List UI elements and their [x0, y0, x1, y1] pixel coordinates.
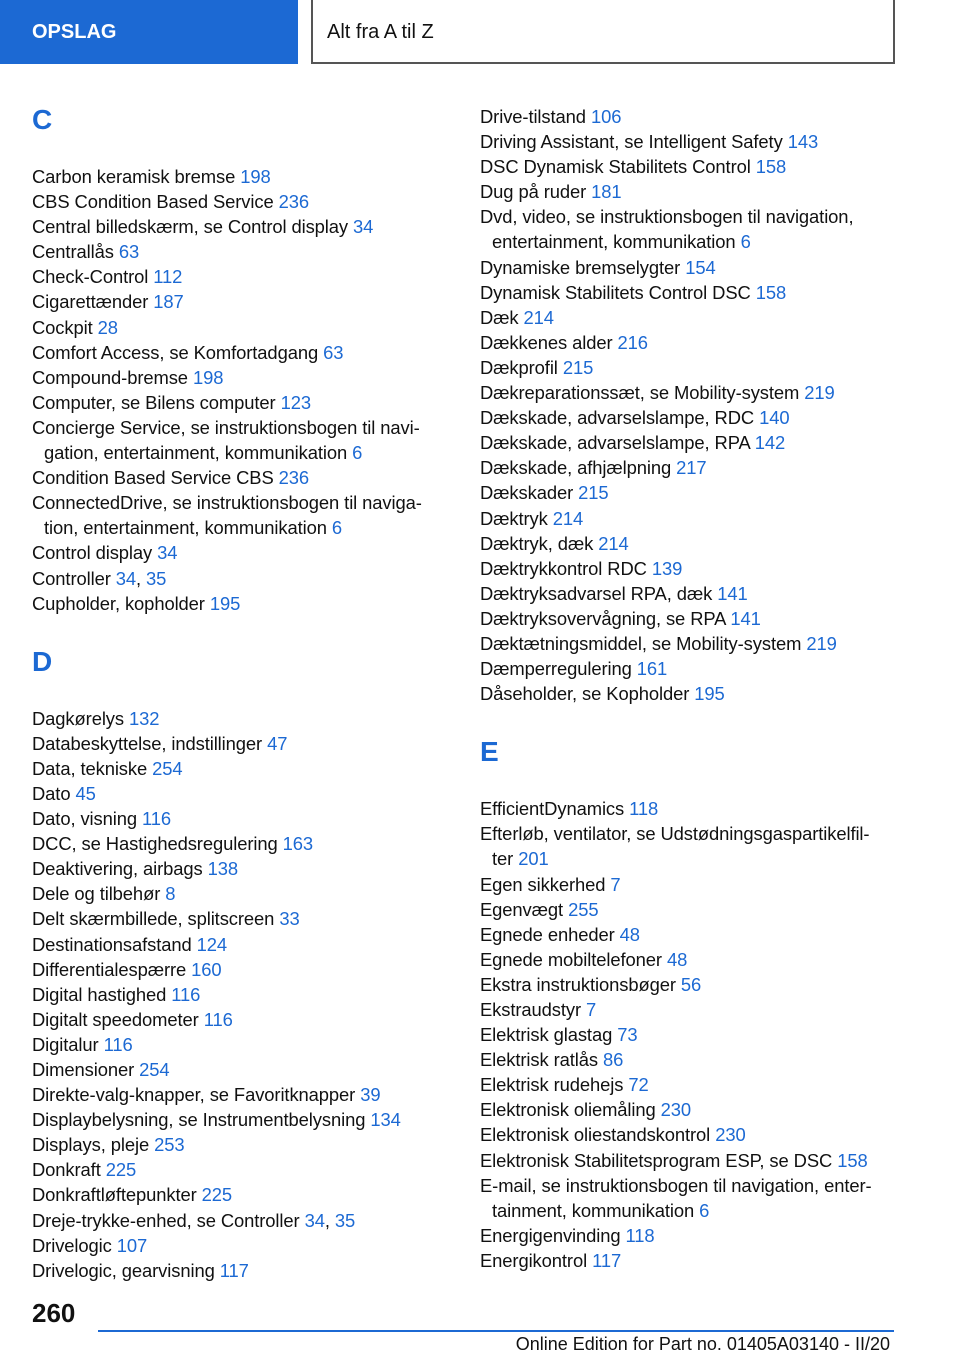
index-entry-term: Egnede enheder: [480, 923, 615, 945]
index-entry: [480, 255, 910, 280]
index-entry: [480, 922, 910, 947]
index-entry-term: ConnectedDrive, se instruktionsbogen til naviga-: [32, 492, 422, 514]
index-entry-term: Dynamisk Stabilitets Control DSC: [480, 281, 751, 303]
page-header: [0, 0, 960, 66]
index-entry: [32, 340, 462, 365]
page-reference-link[interactable]: 116: [142, 808, 172, 830]
index-entry-term: Carbon keramisk bremse: [32, 166, 236, 187]
page-reference-link[interactable]: 219: [804, 382, 835, 404]
index-entry-term: Compound-bremse: [32, 366, 188, 388]
page-reference-link[interactable]: 34: [304, 1209, 325, 1231]
page-reference-link[interactable]: 140: [759, 407, 790, 429]
page-reference-link[interactable]: 141: [717, 582, 748, 604]
page-reference-link[interactable]: 45: [75, 782, 96, 804]
index-entry-term: Dæktryk, dæk: [480, 532, 594, 554]
page-reference-link[interactable]: 158: [755, 281, 787, 303]
index-entry: [480, 506, 910, 531]
index-entry: Dreje-trykke-enhed, se Controller 34, 35: [32, 1209, 356, 1231]
index-entry: [32, 239, 462, 264]
page-reference-link[interactable]: 230: [715, 1124, 746, 1146]
index-entry: [32, 856, 462, 881]
index-entry: [32, 189, 462, 214]
page-reference-link[interactable]: 63: [323, 341, 344, 363]
index-entry: [32, 415, 462, 465]
index-entry-term: Concierge Service, se instruktionsbogen til navi-: [32, 416, 420, 438]
index-entry: [32, 1032, 462, 1057]
index-entry-term: Computer, se Bilens computer: [32, 391, 276, 413]
page-reference-link[interactable]: 47: [267, 732, 288, 754]
index-entry: [32, 881, 462, 906]
index-entry-term: Dagkørelys: [32, 707, 124, 729]
page-reference-link[interactable]: 7: [610, 873, 621, 895]
index-entry-term: Dæktætningsmiddel, se Mobility-system: [480, 632, 802, 654]
index-entry-term: Drivelogic: [32, 1234, 112, 1256]
page-reference-link[interactable]: 117: [219, 1259, 249, 1281]
index-entry-term: Cupholder, kopholder: [32, 592, 205, 614]
index-entry-term: Cockpit: [32, 316, 93, 338]
index-entry: [32, 806, 462, 831]
index-entry: [480, 897, 910, 922]
index-entry: [480, 104, 910, 129]
index-entry-term-continued: tion, entertainment, kommunikation: [44, 517, 327, 539]
index-entry: [480, 204, 910, 254]
page-reference-link[interactable]: 73: [617, 1024, 638, 1046]
index-letter-heading: E: [480, 736, 499, 768]
page-reference-link[interactable]: 161: [636, 658, 668, 680]
index-entry: [32, 591, 462, 616]
index-entry: [480, 1223, 910, 1248]
index-entry: [480, 531, 910, 556]
page-reference-link[interactable]: 138: [207, 858, 239, 880]
page-reference-link[interactable]: 34: [353, 216, 374, 238]
page-reference-link[interactable]: 117: [592, 1249, 622, 1271]
index-entry-term: Condition Based Service CBS: [32, 467, 274, 489]
page-reference-link[interactable]: 158: [837, 1149, 868, 1171]
index-entry-term: Centrallås: [32, 241, 114, 263]
page-reference-link[interactable]: 56: [680, 973, 702, 995]
index-entry: [480, 821, 910, 871]
index-entry-term: Elektronisk Stabilitetsprogram ESP, se DSC: [480, 1149, 833, 1171]
index-entry-term-continued: tainment, kommunikation: [492, 1199, 695, 1221]
page-reference-link[interactable]: 195: [209, 592, 241, 614]
index-entry-term: Egnede mobiltelefoner: [480, 948, 662, 970]
index-entry: [32, 365, 462, 390]
page-reference-link[interactable]: 34: [115, 567, 137, 589]
index-entry: [32, 906, 462, 931]
index-entry: [480, 129, 910, 154]
index-entry: [32, 1107, 462, 1132]
index-entry: [480, 1047, 910, 1072]
index-entry-term: Digitalt speedometer: [32, 1008, 199, 1030]
index-entry: [32, 214, 462, 239]
index-entry-term: Control display: [32, 542, 153, 564]
section-gap: [480, 706, 910, 728]
index-entry-term: Ekstraudstyr: [480, 999, 581, 1020]
index-entry-term: Dæktryksadvarsel RPA, dæk: [480, 582, 713, 604]
page-reference-link[interactable]: 198: [192, 366, 224, 388]
index-entry-term: EfficientDynamics: [480, 798, 625, 820]
index-entry: [32, 731, 462, 756]
page-reference-link[interactable]: 116: [103, 1033, 133, 1055]
index-entry-term: Direkte-valg-knapper, se Favoritknapper: [32, 1084, 356, 1106]
page-reference-link[interactable]: 132: [129, 707, 160, 729]
index-entry: [480, 997, 910, 1022]
page-reference-link[interactable]: 34: [157, 542, 178, 564]
index-entry-term-continued: gation, entertainment, kommunikation: [44, 442, 348, 464]
page-reference-link[interactable]: 154: [685, 256, 716, 278]
page-reference-link[interactable]: 254: [139, 1059, 170, 1080]
index-letter-heading: C: [32, 104, 53, 135]
page-reference-link[interactable]: 160: [191, 958, 222, 980]
index-entry-continuation: [480, 229, 910, 254]
section-gap: [32, 616, 462, 638]
page-reference-link[interactable]: 158: [755, 156, 787, 178]
index-entry: [32, 490, 462, 540]
index-entry-term: Differentialespærre: [32, 958, 187, 980]
index-entry: [480, 681, 910, 706]
page-reference-link[interactable]: 35: [334, 1209, 356, 1231]
page-reference-link[interactable]: 181: [591, 181, 622, 203]
index-entry: [32, 1182, 462, 1207]
page-reference-link[interactable]: 225: [201, 1184, 233, 1206]
index-entry: [480, 1022, 910, 1047]
index-entry: [32, 1233, 462, 1258]
page-reference-link[interactable]: 112: [153, 266, 183, 288]
index-entry: [32, 1157, 462, 1182]
page-reference-link[interactable]: 116: [171, 983, 201, 1005]
index-entry-term-continued: ter: [492, 848, 514, 870]
index-entry-term: Delt skærmbillede, splitscreen: [32, 908, 275, 930]
index-letter-heading: D: [32, 645, 53, 677]
index-entry-term: Elektrisk glastag: [480, 1024, 613, 1046]
page-reference-link[interactable]: 124: [196, 933, 228, 955]
index-entry-term: Dele og tilbehør: [32, 883, 161, 905]
index-entry-term: Donkraft: [32, 1159, 101, 1181]
page-reference-link[interactable]: 216: [617, 331, 648, 353]
page-reference-link[interactable]: 143: [787, 131, 819, 153]
index-column-left: [32, 96, 462, 1283]
index-entry-term-continued: entertainment, kommunikation: [492, 231, 736, 253]
section-tab[interactable]: OPSLAG: [0, 0, 298, 64]
index-entry-term: Digitalur: [32, 1033, 99, 1055]
page-reference-link[interactable]: 6: [331, 517, 342, 539]
page-reference-link[interactable]: 217: [676, 457, 707, 479]
page-reference-link[interactable]: 86: [602, 1049, 624, 1071]
page-reference-link[interactable]: 253: [154, 1134, 185, 1156]
index-entry: [32, 540, 462, 565]
index-entry: [480, 179, 910, 204]
index-entry: [32, 982, 462, 1007]
index-entry-term: Dato, visning: [32, 808, 138, 830]
index-entry-term: Energikontrol: [480, 1249, 588, 1271]
index-entry-term: Check-Control: [32, 266, 149, 288]
page-reference-link[interactable]: 236: [278, 191, 310, 213]
index-entry-continuation: [32, 440, 462, 465]
index-entry: [32, 1007, 462, 1032]
page-reference-link[interactable]: 6: [352, 442, 363, 464]
index-entry-term: Dreje-trykke-enhed, se Controller: [32, 1209, 300, 1231]
index-entry-term: Controller: [32, 567, 111, 589]
index-entry: [32, 1132, 462, 1157]
index-entry-term: Drivelogic, gearvisning: [32, 1259, 215, 1281]
page-reference-link[interactable]: 39: [360, 1084, 381, 1106]
index-entry-term: Displays, pleje: [32, 1134, 150, 1156]
index-entry-term: Donkraftløftepunkter: [32, 1184, 197, 1206]
index-entry-term: Data, tekniske: [32, 757, 148, 779]
index-entry: [480, 1248, 910, 1273]
index-entry: [480, 480, 910, 505]
page-reference-link[interactable]: 33: [279, 908, 300, 930]
index-entry-term: Ekstra instruktionsbøger: [480, 973, 676, 995]
page-reference-link[interactable]: 255: [568, 898, 599, 920]
page-reference-link[interactable]: 134: [370, 1109, 401, 1131]
index-entry-term: DCC, se Hastighedsregulering: [32, 833, 278, 855]
index-entry: [480, 280, 910, 305]
index-entry-term: Digital hastighed: [32, 983, 167, 1005]
index-entry: [480, 1097, 910, 1122]
index-entry: [32, 465, 462, 490]
page-reference-link[interactable]: 214: [552, 507, 584, 529]
page-reference-link[interactable]: 254: [152, 757, 183, 779]
page-reference-link[interactable]: 139: [651, 557, 683, 579]
page-reference-link[interactable]: 230: [660, 1099, 692, 1121]
page-reference-link[interactable]: 48: [619, 923, 640, 945]
index-entry-term: Egen sikkerhed: [480, 873, 606, 895]
index-entry-term: Elektrisk ratlås: [480, 1049, 598, 1071]
index-entry-term: Dato: [32, 782, 71, 804]
page-reference-link[interactable]: 219: [806, 632, 837, 654]
index-entry: [480, 405, 910, 430]
page-reference-link[interactable]: 214: [598, 532, 629, 554]
index-column-right: [480, 104, 910, 1273]
index-entry: [32, 1082, 462, 1107]
index-entry: Controller 34, 35: [32, 567, 167, 589]
page-reference-link[interactable]: 107: [116, 1234, 148, 1256]
index-entry: [32, 289, 462, 314]
index-entry-term: Dækskade, advarselslampe, RDC: [480, 407, 755, 429]
index-entry-term: Central billedskærm, se Control display: [32, 216, 349, 238]
index-entry: [480, 355, 910, 380]
index-entry: [480, 556, 910, 581]
page-reference-link[interactable]: 7: [586, 999, 597, 1020]
index-entry: [480, 380, 910, 405]
index-entry: [32, 756, 462, 781]
index-entry: [480, 656, 910, 681]
index-entry-term: Dækskade, advarselslampe, RPA: [480, 432, 750, 454]
index-entry-term: Databeskyttelse, indstillinger: [32, 732, 263, 754]
index-entry: [480, 972, 910, 997]
page-reference-link[interactable]: 141: [730, 607, 761, 629]
index-entry-term: Efterløb, ventilator, se Udstødningsgaspartikelfil-: [480, 823, 870, 845]
index-entry-term: CBS Condition Based Service: [32, 191, 274, 213]
page-reference-link[interactable]: 118: [625, 1224, 655, 1246]
index-entry: [480, 1148, 910, 1173]
index-entry-term: Energigenvinding: [480, 1224, 621, 1246]
index-entry-term: Dæktryk: [480, 507, 548, 529]
footer-edition: Online Edition for Part no. 01405A03140 - II/20: [515, 1334, 890, 1354]
index-entry-term: Dug på ruder: [480, 181, 587, 203]
page-reference-link[interactable]: 236: [278, 467, 310, 489]
page-reference-link[interactable]: 142: [754, 432, 786, 454]
index-entry-term: Drive-tilstand: [480, 106, 586, 127]
index-entry: [480, 330, 910, 355]
index-entry-term: Dæktryksovervågning, se RPA: [480, 607, 726, 629]
index-entry: [32, 390, 462, 415]
page-reference-link[interactable]: 8: [165, 883, 176, 905]
page-reference-link[interactable]: 35: [146, 567, 167, 589]
index-entry-term: Dækreparationssæt, se Mobility-system: [480, 382, 800, 404]
index-entry: [480, 1122, 910, 1147]
index-entry: [32, 164, 462, 189]
page-reference-link[interactable]: 225: [105, 1159, 137, 1181]
index-entry: [32, 264, 462, 289]
index-entry-term: Destinationsafstand: [32, 933, 192, 955]
index-entry: [480, 947, 910, 972]
page-number: 260: [32, 1298, 76, 1328]
index-entry-term: Cigarettænder: [32, 291, 149, 313]
index-entry-continuation: [480, 846, 910, 871]
index-entry: [32, 957, 462, 982]
page-reference-link[interactable]: 201: [518, 848, 549, 870]
page-reference-link[interactable]: 6: [740, 231, 751, 253]
page-reference-link[interactable]: 6: [699, 1199, 710, 1221]
page-reference-link[interactable]: 118: [629, 798, 659, 820]
page-reference-link[interactable]: 215: [562, 356, 594, 378]
page-reference-link[interactable]: 116: [203, 1008, 233, 1030]
index-entry-term: Dækkenes alder: [480, 331, 613, 353]
index-entry: [32, 1258, 462, 1283]
index-entry: [32, 315, 462, 340]
page-reference-link[interactable]: 215: [578, 482, 609, 504]
index-entry: [480, 1173, 910, 1223]
index-entry-term: Elektronisk oliestandskontrol: [480, 1124, 711, 1146]
index-entry-term: Dækskade, afhjælpning: [480, 457, 672, 479]
index-entry-term: DSC Dynamisk Stabilitets Control: [480, 156, 751, 178]
index-entry-term: Dæmperregulering: [480, 658, 632, 680]
index-entry-term: Egenvægt: [480, 898, 564, 920]
index-entry: [480, 305, 910, 330]
index-entry-term: Elektronisk oliemåling: [480, 1099, 656, 1121]
index-entry-term: Comfort Access, se Komfortadgang: [32, 341, 319, 363]
index-entry: [480, 631, 910, 656]
index-entry: [480, 872, 910, 897]
page-reference-link[interactable]: 195: [694, 683, 725, 705]
index-entry-term: Dækprofil: [480, 356, 558, 378]
index-entry: [480, 430, 910, 455]
page-reference-link[interactable]: 48: [666, 948, 688, 970]
index-entry: [480, 581, 910, 606]
index-entry-term: Dimensioner: [32, 1059, 135, 1080]
footer-divider: [98, 1330, 894, 1332]
index-entry: [480, 455, 910, 480]
index-entry: [480, 1072, 910, 1097]
page-reference-link[interactable]: 187: [153, 291, 184, 313]
index-entry: [32, 781, 462, 806]
index-entry: [480, 154, 910, 179]
index-entry: [32, 831, 462, 856]
chapter-title: Alt fra A til Z: [311, 0, 895, 64]
index-entry: [32, 1057, 462, 1082]
index-entry-term: Dæktrykkontrol RDC: [480, 557, 647, 579]
index-entry-continuation: [480, 1198, 910, 1223]
index-entry: [32, 932, 462, 957]
index-entry-term: E-mail, se instruktionsbogen til navigation, enter-: [480, 1174, 872, 1196]
index-entry-term: Dynamiske bremselygter: [480, 256, 681, 278]
page-reference-link[interactable]: 106: [590, 106, 622, 127]
page-reference-link[interactable]: 28: [97, 316, 118, 338]
page-reference-link[interactable]: 63: [118, 241, 140, 263]
page-reference-link[interactable]: 214: [523, 306, 554, 328]
index-entry-continuation: [32, 515, 462, 540]
page-reference-link[interactable]: 163: [282, 833, 313, 855]
index-entry-term: Dåseholder, se Kopholder: [480, 683, 690, 705]
index-entry-term: Displaybelysning, se Instrumentbelysning: [32, 1109, 366, 1131]
index-entry-term: Dvd, video, se instruktionsbogen til navigation,: [480, 206, 854, 228]
index-entry-term: Dækskader: [480, 482, 574, 504]
index-entry-term: Elektrisk rudehejs: [480, 1074, 624, 1096]
index-entry-term: Dæk: [480, 306, 519, 328]
page-reference-link[interactable]: 198: [240, 166, 271, 187]
page-reference-link[interactable]: 123: [280, 391, 311, 413]
index-entry: [480, 796, 910, 821]
index-entry: [480, 606, 910, 631]
index-entry-term: Driving Assistant, se Intelligent Safety: [480, 131, 783, 153]
index-entry: [32, 706, 462, 731]
index-entry-term: Deaktivering, airbags: [32, 858, 203, 880]
page-reference-link[interactable]: 72: [628, 1074, 649, 1096]
